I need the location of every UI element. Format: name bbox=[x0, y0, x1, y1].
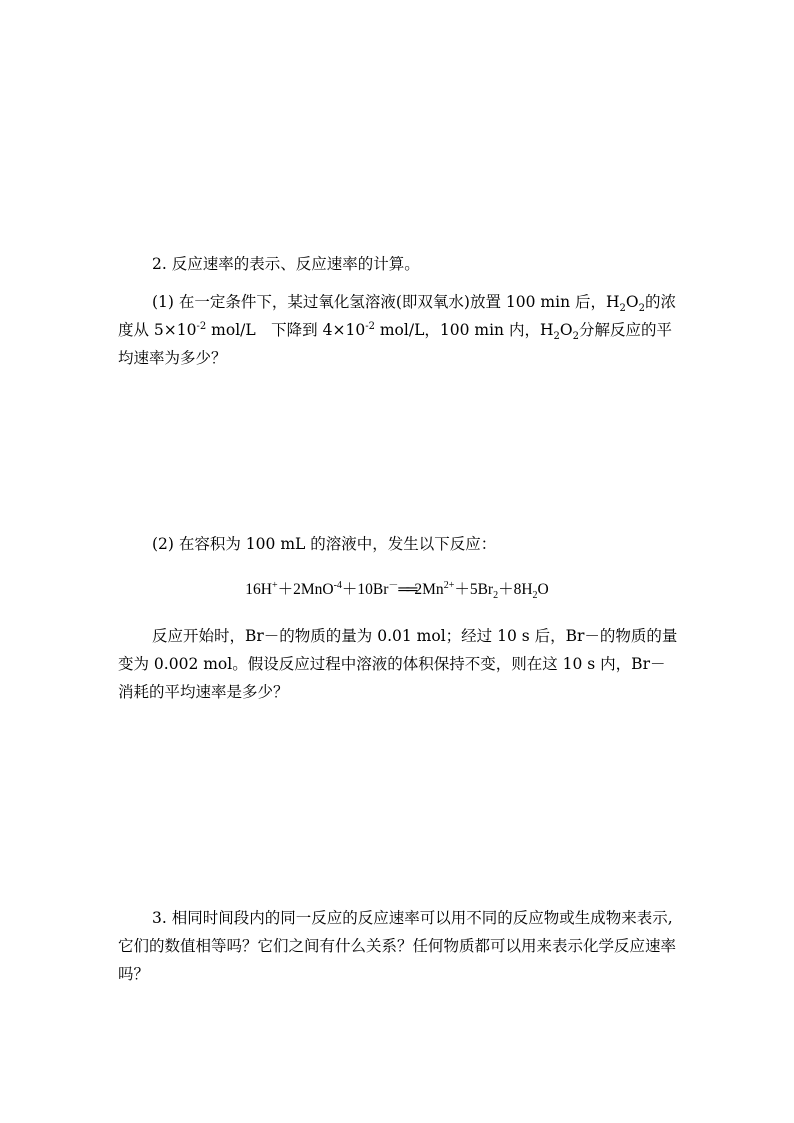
question-3-text: 3. 相同时间段内的同一反应的反应速率可以用不同的反应物或生成物来表示,它们的数值相等吗？它们之间有什么关系？任何物质都可以用来表示化学反应速率吗？ bbox=[118, 909, 677, 983]
question-2-2-intro: (2) 在容积为 100 mL 的溶液中，发生以下反应： bbox=[152, 535, 497, 553]
question-2-2-text: 反应开始时，Br－的物质的量为 0.01 mol；经过 10 s 后，Br－的物质的量变为 0.002 mol。假设反应过程中溶液的体积保持不变，则在这 10 s 内，Br－消耗的平均速率是多少？ bbox=[118, 627, 678, 701]
question-2-heading: 2. 反应速率的表示、反应速率的计算。 bbox=[152, 255, 420, 273]
chemical-equation: $16H^++2MnO^{-4}+10Br^-══2Mn^{2+}+5Br_2+8H_2O$ bbox=[245, 579, 549, 602]
question-2-1-text: (1) 在一定条件下，某过氧化氢溶液(即双氧水)放置 100 min 后，$H_2O_2$的浓度从 $5\times 10^{-2}$ mol/L 下降到 $4\times 10^{-2}$ mol/L，100 min 内，$H_2O_2$分解反应的平均速率为多少？ bbox=[118, 293, 676, 367]
